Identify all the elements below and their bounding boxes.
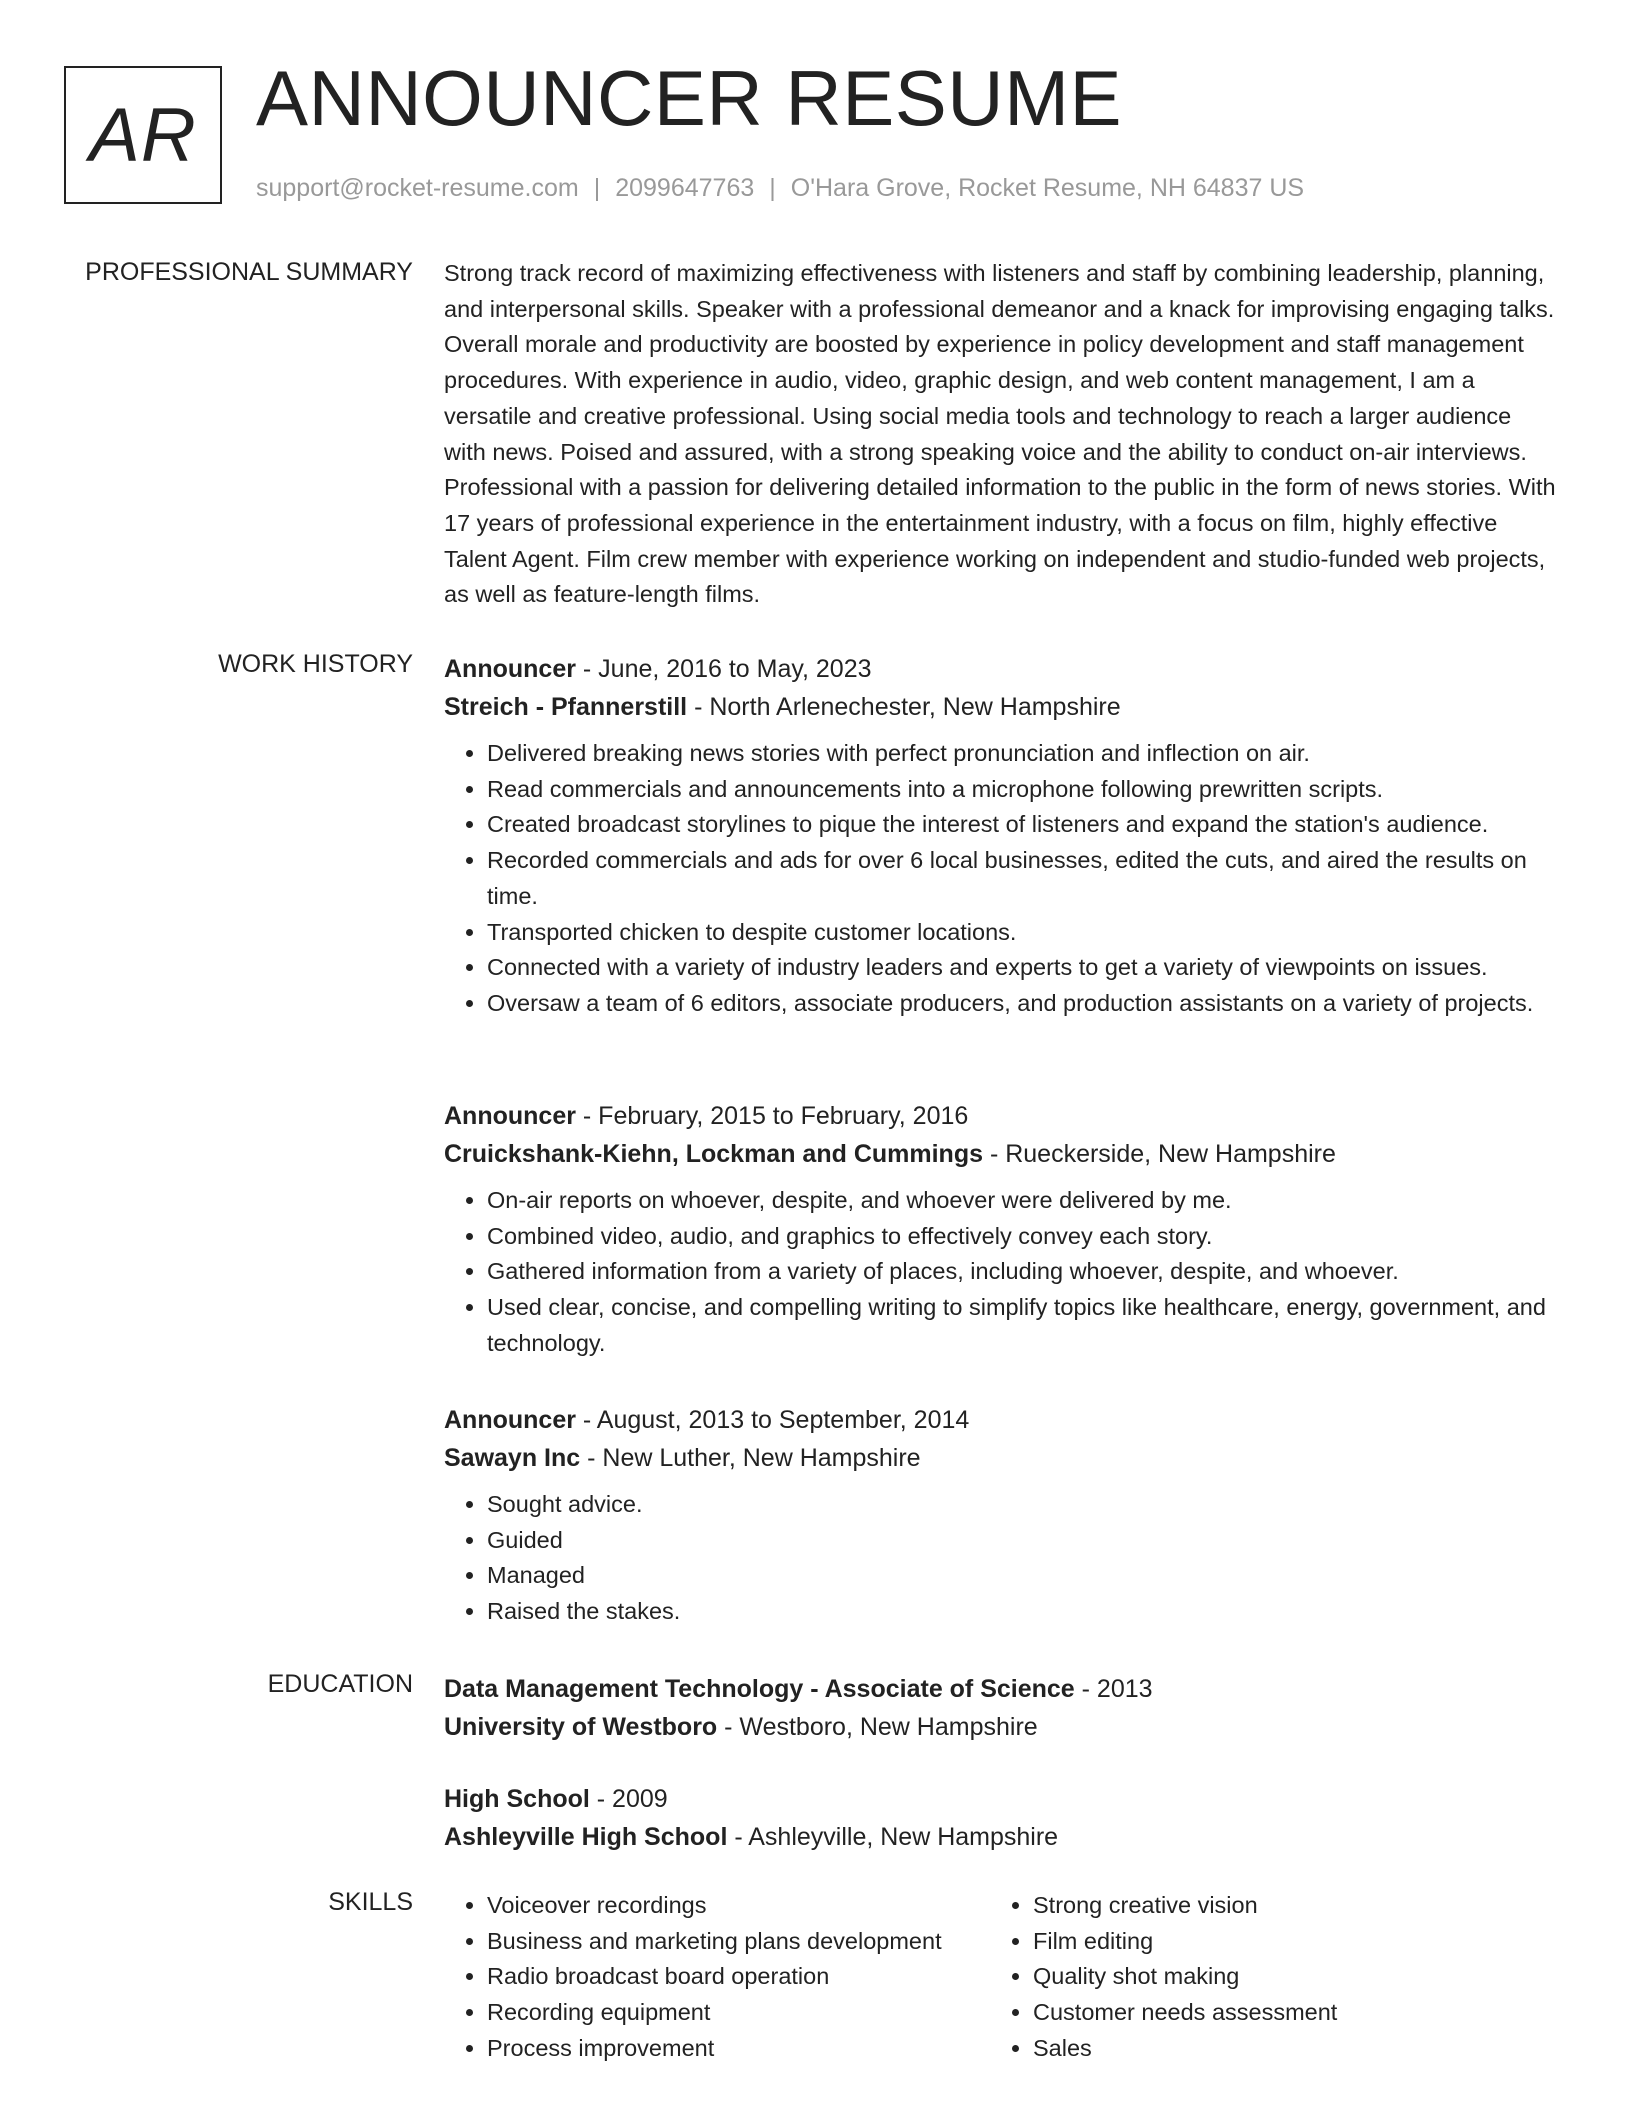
education-degree: High School	[444, 1785, 590, 1813]
education-location: - Westboro, New Hampshire	[717, 1713, 1038, 1741]
job-bullet: • Guided	[487, 1523, 1556, 1559]
job-bullet: • Oversaw a team of 6 editors, associate producers, and production assistants on a variety of projects.	[487, 986, 1556, 1022]
job-bullet: • Read commercials and announcements into a microphone following prewritten scripts.	[487, 772, 1556, 808]
skills-column-left	[444, 1888, 990, 2067]
skill-item: • Sales	[1033, 2031, 1536, 2067]
summary-heading: PROFESSIONAL SUMMARY	[85, 258, 413, 286]
education-degree-line	[444, 1780, 1556, 1818]
education-school-line	[444, 1818, 1556, 1856]
contact-email: support@rocket-resume.com	[256, 174, 579, 202]
job-title: Announcer	[444, 655, 576, 683]
job-company-line	[444, 688, 1556, 726]
education-heading: EDUCATION	[267, 1670, 413, 1698]
skills-column-right	[990, 1888, 1536, 2067]
work-history-heading: WORK HISTORY	[218, 650, 413, 678]
job-bullet: • Connected with a variety of industry leaders and experts to get a variety of viewpoints on issues.	[487, 950, 1556, 986]
job-title-line	[444, 1401, 1556, 1439]
job-title-line	[444, 650, 1556, 688]
education-year: - 2009	[589, 1785, 668, 1813]
job-dates: - June, 2016 to May, 2023	[575, 655, 872, 683]
skill-item: • Quality shot making	[1033, 1959, 1536, 1995]
job-bullet: • Used clear, concise, and compelling writing to simplify topics like healthcare, energy, government, and technology.	[487, 1290, 1556, 1361]
job-entry	[444, 650, 1556, 1022]
job-entry	[444, 1401, 1556, 1630]
job-location: - New Luther, New Hampshire	[580, 1444, 921, 1472]
skills-heading: SKILLS	[328, 1888, 413, 1916]
job-bullet: • Transported chicken to despite customer locations.	[487, 915, 1556, 951]
job-company-line	[444, 1135, 1556, 1173]
job-bullet: • Managed	[487, 1558, 1556, 1594]
job-location: - North Arlenechester, New Hampshire	[687, 693, 1121, 721]
education-school-line	[444, 1708, 1556, 1746]
skill-item: • Business and marketing plans development	[487, 1924, 990, 1960]
education-school: University of Westboro	[444, 1713, 718, 1741]
job-title: Announcer	[444, 1102, 576, 1130]
education-school: Ashleyville High School	[444, 1823, 728, 1851]
job-dates: - August, 2013 to September, 2014	[575, 1406, 970, 1434]
skills-columns	[444, 1888, 1556, 2067]
job-company: Sawayn Inc	[444, 1444, 581, 1472]
contact-separator: |	[593, 174, 601, 202]
job-bullet: • Delivered breaking news stories with perfect pronunciation and inflection on air.	[487, 736, 1556, 772]
job-bullet: • Raised the stakes.	[487, 1594, 1556, 1630]
job-bullets	[444, 1183, 1556, 1362]
job-title: Announcer	[444, 1406, 576, 1434]
skill-item: • Voiceover recordings	[487, 1888, 990, 1924]
job-bullet: • Recorded commercials and ads for over 6 local businesses, edited the cuts, and aired the results on time.	[487, 843, 1556, 914]
skill-item: • Film editing	[1033, 1924, 1536, 1960]
skill-item: • Process improvement	[487, 2031, 990, 2067]
education-degree-line	[444, 1670, 1556, 1708]
job-bullet: • Combined video, audio, and graphics to effectively convey each story.	[487, 1219, 1556, 1255]
skill-item: • Customer needs assessment	[1033, 1995, 1536, 2031]
education-year: - 2013	[1074, 1675, 1153, 1703]
job-entry	[444, 1097, 1556, 1362]
job-company: Cruickshank-Kiehn, Lockman and Cummings	[444, 1140, 983, 1168]
education-location: - Ashleyville, New Hampshire	[727, 1823, 1059, 1851]
summary-text: Strong track record of maximizing effectiveness with listeners and staff by combining leadership, planning, and interpersonal skills. Speaker with a professional demeanor and a knack for improvising engaging talks. Overall morale and productivity are boosted by experience in policy development and staff management procedures. With experience in audio, video, graphic design, and web content management, I am a versatile and creative professional. Using social media tools and technology to reach a larger audience with news. Poised and assured, with a strong speaking voice and the ability to conduct on-air interviews. Professional with a passion for delivering detailed information to the public in the form of news stories. With 17 years of professional experience in the entertainment industry, with a focus on film, highly effective Talent Agent. Film crew member with experience working on independent and studio-funded web projects, as well as feature-length films.	[444, 260, 1556, 608]
monogram-logo: AR	[64, 66, 222, 204]
page-title: ANNOUNCER RESUME	[256, 54, 1123, 142]
skill-item: • Radio broadcast board operation	[487, 1959, 990, 1995]
contact-line	[256, 174, 1304, 203]
job-bullet: • Sought advice.	[487, 1487, 1556, 1523]
contact-separator: |	[769, 174, 776, 202]
contact-address: O'Hara Grove, Rocket Resume, NH 64837 US	[790, 174, 1305, 202]
job-company: Streich - Pfannerstill	[444, 693, 688, 721]
skill-item: • Recording equipment	[487, 1995, 990, 2031]
job-bullets	[444, 736, 1556, 1022]
education-degree: Data Management Technology - Associate of Science	[444, 1675, 1075, 1703]
job-bullets	[444, 1487, 1556, 1630]
skill-item: • Strong creative vision	[1033, 1888, 1536, 1924]
job-location: - Rueckerside, New Hampshire	[983, 1140, 1336, 1168]
contact-phone: 2099647763	[615, 174, 755, 202]
job-company-line	[444, 1439, 1556, 1477]
job-dates: - February, 2015 to February, 2016	[575, 1102, 969, 1130]
job-title-line	[444, 1097, 1556, 1135]
job-bullet: • On-air reports on whoever, despite, and whoever were delivered by me.	[487, 1183, 1556, 1219]
job-bullet: • Created broadcast storylines to pique the interest of listeners and expand the station's audience.	[487, 807, 1556, 843]
job-bullet: • Gathered information from a variety of places, including whoever, despite, and whoever.	[487, 1254, 1556, 1290]
